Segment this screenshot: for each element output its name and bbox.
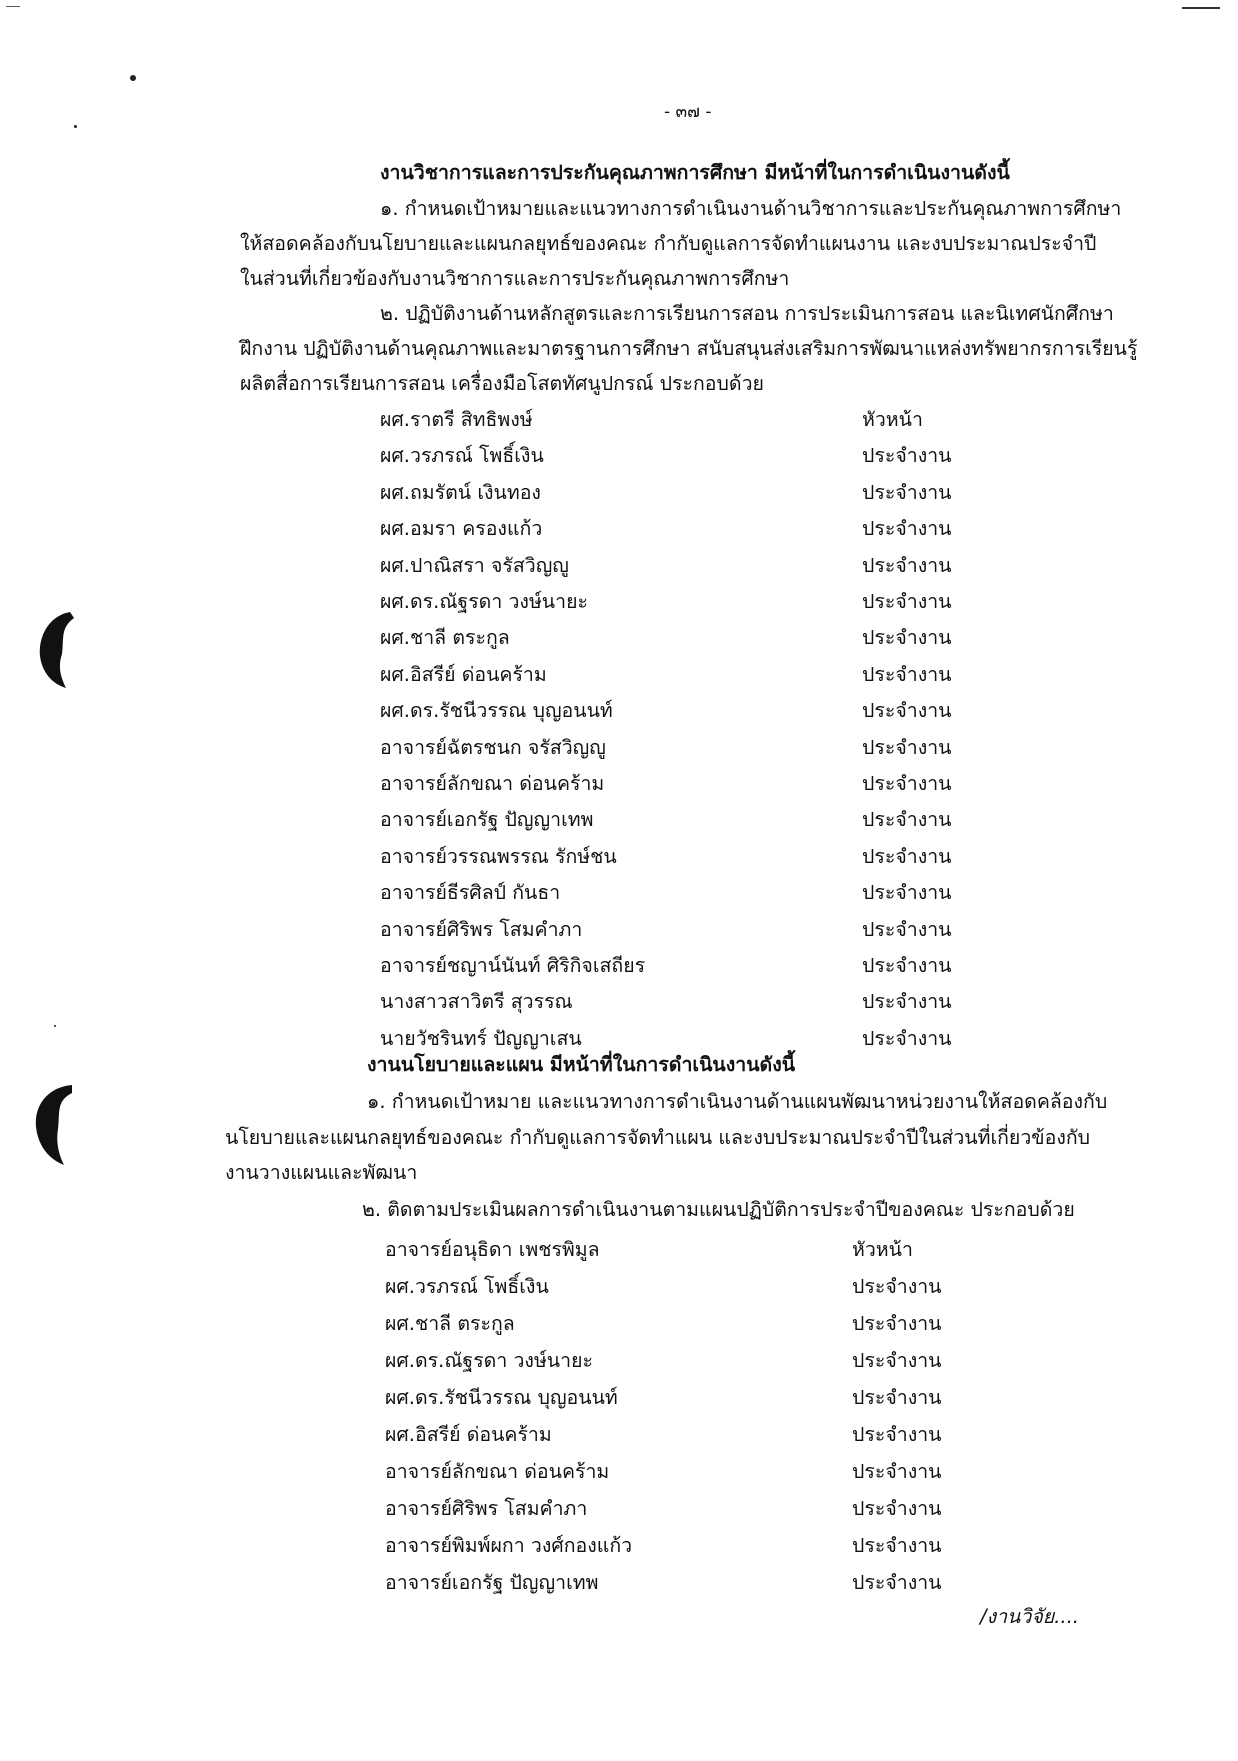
paragraph-line: ผลิตสื่อการเรียนการสอน เครื่องมือโสตทัศนูปกรณ์ ประกอบด้วย bbox=[240, 372, 764, 395]
paragraph-line: ๑. กำหนดเป้าหมายและแนวทางการดำเนินงานด้านวิชาการและประกันคุณภาพการศึกษา bbox=[380, 197, 1122, 220]
paragraph-line: ๑. กำหนดเป้าหมาย และแนวทางการดำเนินงานด้านแผนพัฒนาหน่วยงานให้สอดคล้องกับ bbox=[367, 1090, 1108, 1113]
scan-speck bbox=[74, 125, 77, 128]
member-role: ประจำงาน bbox=[852, 1534, 942, 1557]
member-role: ประจำงาน bbox=[852, 1312, 942, 1335]
paragraph-line: นโยบายและแผนกลยุทธ์ของคณะ กำกับดูแลการจัดทำแผน และงบประมาณประจำปีในส่วนที่เกี่ยวข้องกับ bbox=[225, 1126, 1091, 1149]
member-name: อาจารย์ธีรศิลป์ กันธา bbox=[380, 881, 561, 905]
member-name: ผศ.ราตรี สิทธิพงษ์ bbox=[380, 408, 533, 431]
page-number: - ๓๗ - bbox=[664, 102, 712, 122]
member-name: อาจารย์เอกรัฐ ปัญญาเทพ bbox=[380, 808, 594, 832]
member-role: ประจำงาน bbox=[862, 808, 952, 832]
paragraph-line: ฝึกงาน ปฏิบัติงานด้านคุณภาพและมาตรฐานการศึกษา สนับสนุนส่งเสริมการพัฒนาแหล่งทรัพยากรการเรียนรู้ bbox=[240, 337, 1138, 360]
scan-speck bbox=[54, 1025, 56, 1027]
member-role: ประจำงาน bbox=[862, 735, 952, 759]
member-role: ประจำงาน bbox=[852, 1386, 942, 1409]
member-role: ประจำงาน bbox=[852, 1349, 942, 1372]
member-name: ผศ.ดร.ณัฐรดา วงษ์นายะ bbox=[385, 1349, 593, 1372]
paragraph-line: ๒. ติดตามประเมินผลการดำเนินงานตามแผนปฏิบัติการประจำปีของคณะ ประกอบด้วย bbox=[362, 1198, 1075, 1221]
member-name: อาจารย์เอกรัฐ ปัญญาเทพ bbox=[385, 1571, 599, 1594]
member-name: ผศ.อมรา ครองแก้ว bbox=[380, 517, 543, 541]
member-name: ผศ.ดร.รัชนีวรรณ บุญอนนท์ bbox=[380, 699, 613, 723]
section-heading: งานวิชาการและการประกันคุณภาพการศึกษา มีหน้าที่ในการดำเนินงานดังนี้ bbox=[380, 161, 1010, 184]
member-name: ผศ.วรภรณ์ โพธิ์เงิน bbox=[380, 444, 544, 468]
member-name: ผศ.ชาลี ตระกูล bbox=[380, 626, 510, 650]
member-role: ประจำงาน bbox=[852, 1275, 942, 1298]
member-name: อาจารย์วรรณพรรณ รักษ์ชน bbox=[380, 844, 617, 868]
member-role: ประจำงาน bbox=[862, 626, 952, 650]
member-name: อาจารย์อนุธิดา เพชรพิมูล bbox=[385, 1238, 600, 1261]
member-name: อาจารย์ศิริพร โสมคำภา bbox=[385, 1497, 588, 1520]
member-role: ประจำงาน bbox=[862, 480, 952, 504]
member-role: ประจำงาน bbox=[862, 881, 952, 905]
member-role: หัวหน้า bbox=[852, 1238, 913, 1261]
paragraph-line: ในส่วนที่เกี่ยวข้องกับงานวิชาการและการประกันคุณภาพการศึกษา bbox=[240, 267, 790, 290]
member-name: อาจารย์ลักขณา ด่อนคร้าม bbox=[385, 1460, 610, 1483]
member-role: ประจำงาน bbox=[862, 699, 952, 723]
member-role: ประจำงาน bbox=[862, 662, 952, 686]
member-role: ประจำงาน bbox=[862, 954, 952, 977]
member-role: ประจำงาน bbox=[852, 1497, 942, 1520]
member-name: อาจารย์ลักขณา ด่อนคร้าม bbox=[380, 772, 605, 795]
continuation-note: /งานวิจัย.... bbox=[980, 1605, 1079, 1628]
member-name: ผศ.อิสรีย์ ด่อนคร้าม bbox=[385, 1423, 552, 1446]
member-role: ประจำงาน bbox=[862, 590, 952, 613]
member-name: ผศ.ถมรัตน์ เงินทอง bbox=[380, 480, 541, 504]
paragraph-line: ให้สอดคล้องกับนโยบายและแผนกลยุทธ์ของคณะ กำกับดูแลการจัดทำแผนงาน และงบประมาณประจำปี bbox=[240, 232, 1097, 255]
binder-hole-mark bbox=[30, 610, 76, 690]
member-name: ผศ.วรภรณ์ โพธิ์เงิน bbox=[385, 1275, 549, 1298]
member-name: นายวัชรินทร์ ปัญญาเสน bbox=[380, 1026, 582, 1050]
scan-speck bbox=[130, 75, 136, 81]
member-name: ผศ.อิสรีย์ ด่อนคร้าม bbox=[380, 662, 547, 686]
member-role: ประจำงาน bbox=[862, 1026, 952, 1050]
scan-line-top-right bbox=[1182, 7, 1220, 9]
member-name: อาจารย์พิมพ์ผกา วงศ์กองแก้ว bbox=[385, 1534, 633, 1557]
section-heading: งานนโยบายและแผน มีหน้าที่ในการดำเนินงานดังนี้ bbox=[367, 1053, 796, 1076]
member-name: ผศ.ดร.รัชนีวรรณ บุญอนนท์ bbox=[385, 1386, 618, 1409]
member-name: นางสาวสาวิตรี สุวรรณ bbox=[380, 990, 573, 1014]
member-name: อาจารย์ศิริพร โสมคำภา bbox=[380, 917, 583, 941]
member-role: ประจำงาน bbox=[862, 517, 952, 541]
member-role: ประจำงาน bbox=[852, 1460, 942, 1483]
member-role: ประจำงาน bbox=[852, 1571, 942, 1594]
paragraph-line: ๒. ปฏิบัติงานด้านหลักสูตรและการเรียนการสอน การประเมินการสอน และนิเทศนักศึกษา bbox=[380, 302, 1114, 325]
member-role: ประจำงาน bbox=[862, 553, 952, 577]
member-name: ผศ.ชาลี ตระกูล bbox=[385, 1312, 515, 1335]
scan-line-top-left bbox=[6, 6, 20, 7]
member-name: อาจารย์ฉัตรชนก จรัสวิญญู bbox=[380, 735, 606, 759]
member-role: ประจำงาน bbox=[862, 772, 952, 795]
member-role: ประจำงาน bbox=[852, 1423, 942, 1446]
member-role: ประจำงาน bbox=[862, 844, 952, 868]
member-role: หัวหน้า bbox=[862, 408, 923, 431]
member-role: ประจำงาน bbox=[862, 990, 952, 1014]
member-name: ผศ.ดร.ณัฐรดา วงษ์นายะ bbox=[380, 590, 588, 613]
member-name: อาจารย์ชญาน์นันท์ ศิริกิจเสถียร bbox=[380, 954, 646, 977]
paragraph-line: งานวางแผนและพัฒนา bbox=[225, 1161, 418, 1184]
member-name: ผศ.ปาณิสรา จรัสวิญญู bbox=[380, 553, 569, 577]
member-role: ประจำงาน bbox=[862, 917, 952, 941]
binder-hole-mark bbox=[28, 1083, 74, 1167]
member-role: ประจำงาน bbox=[862, 444, 952, 468]
